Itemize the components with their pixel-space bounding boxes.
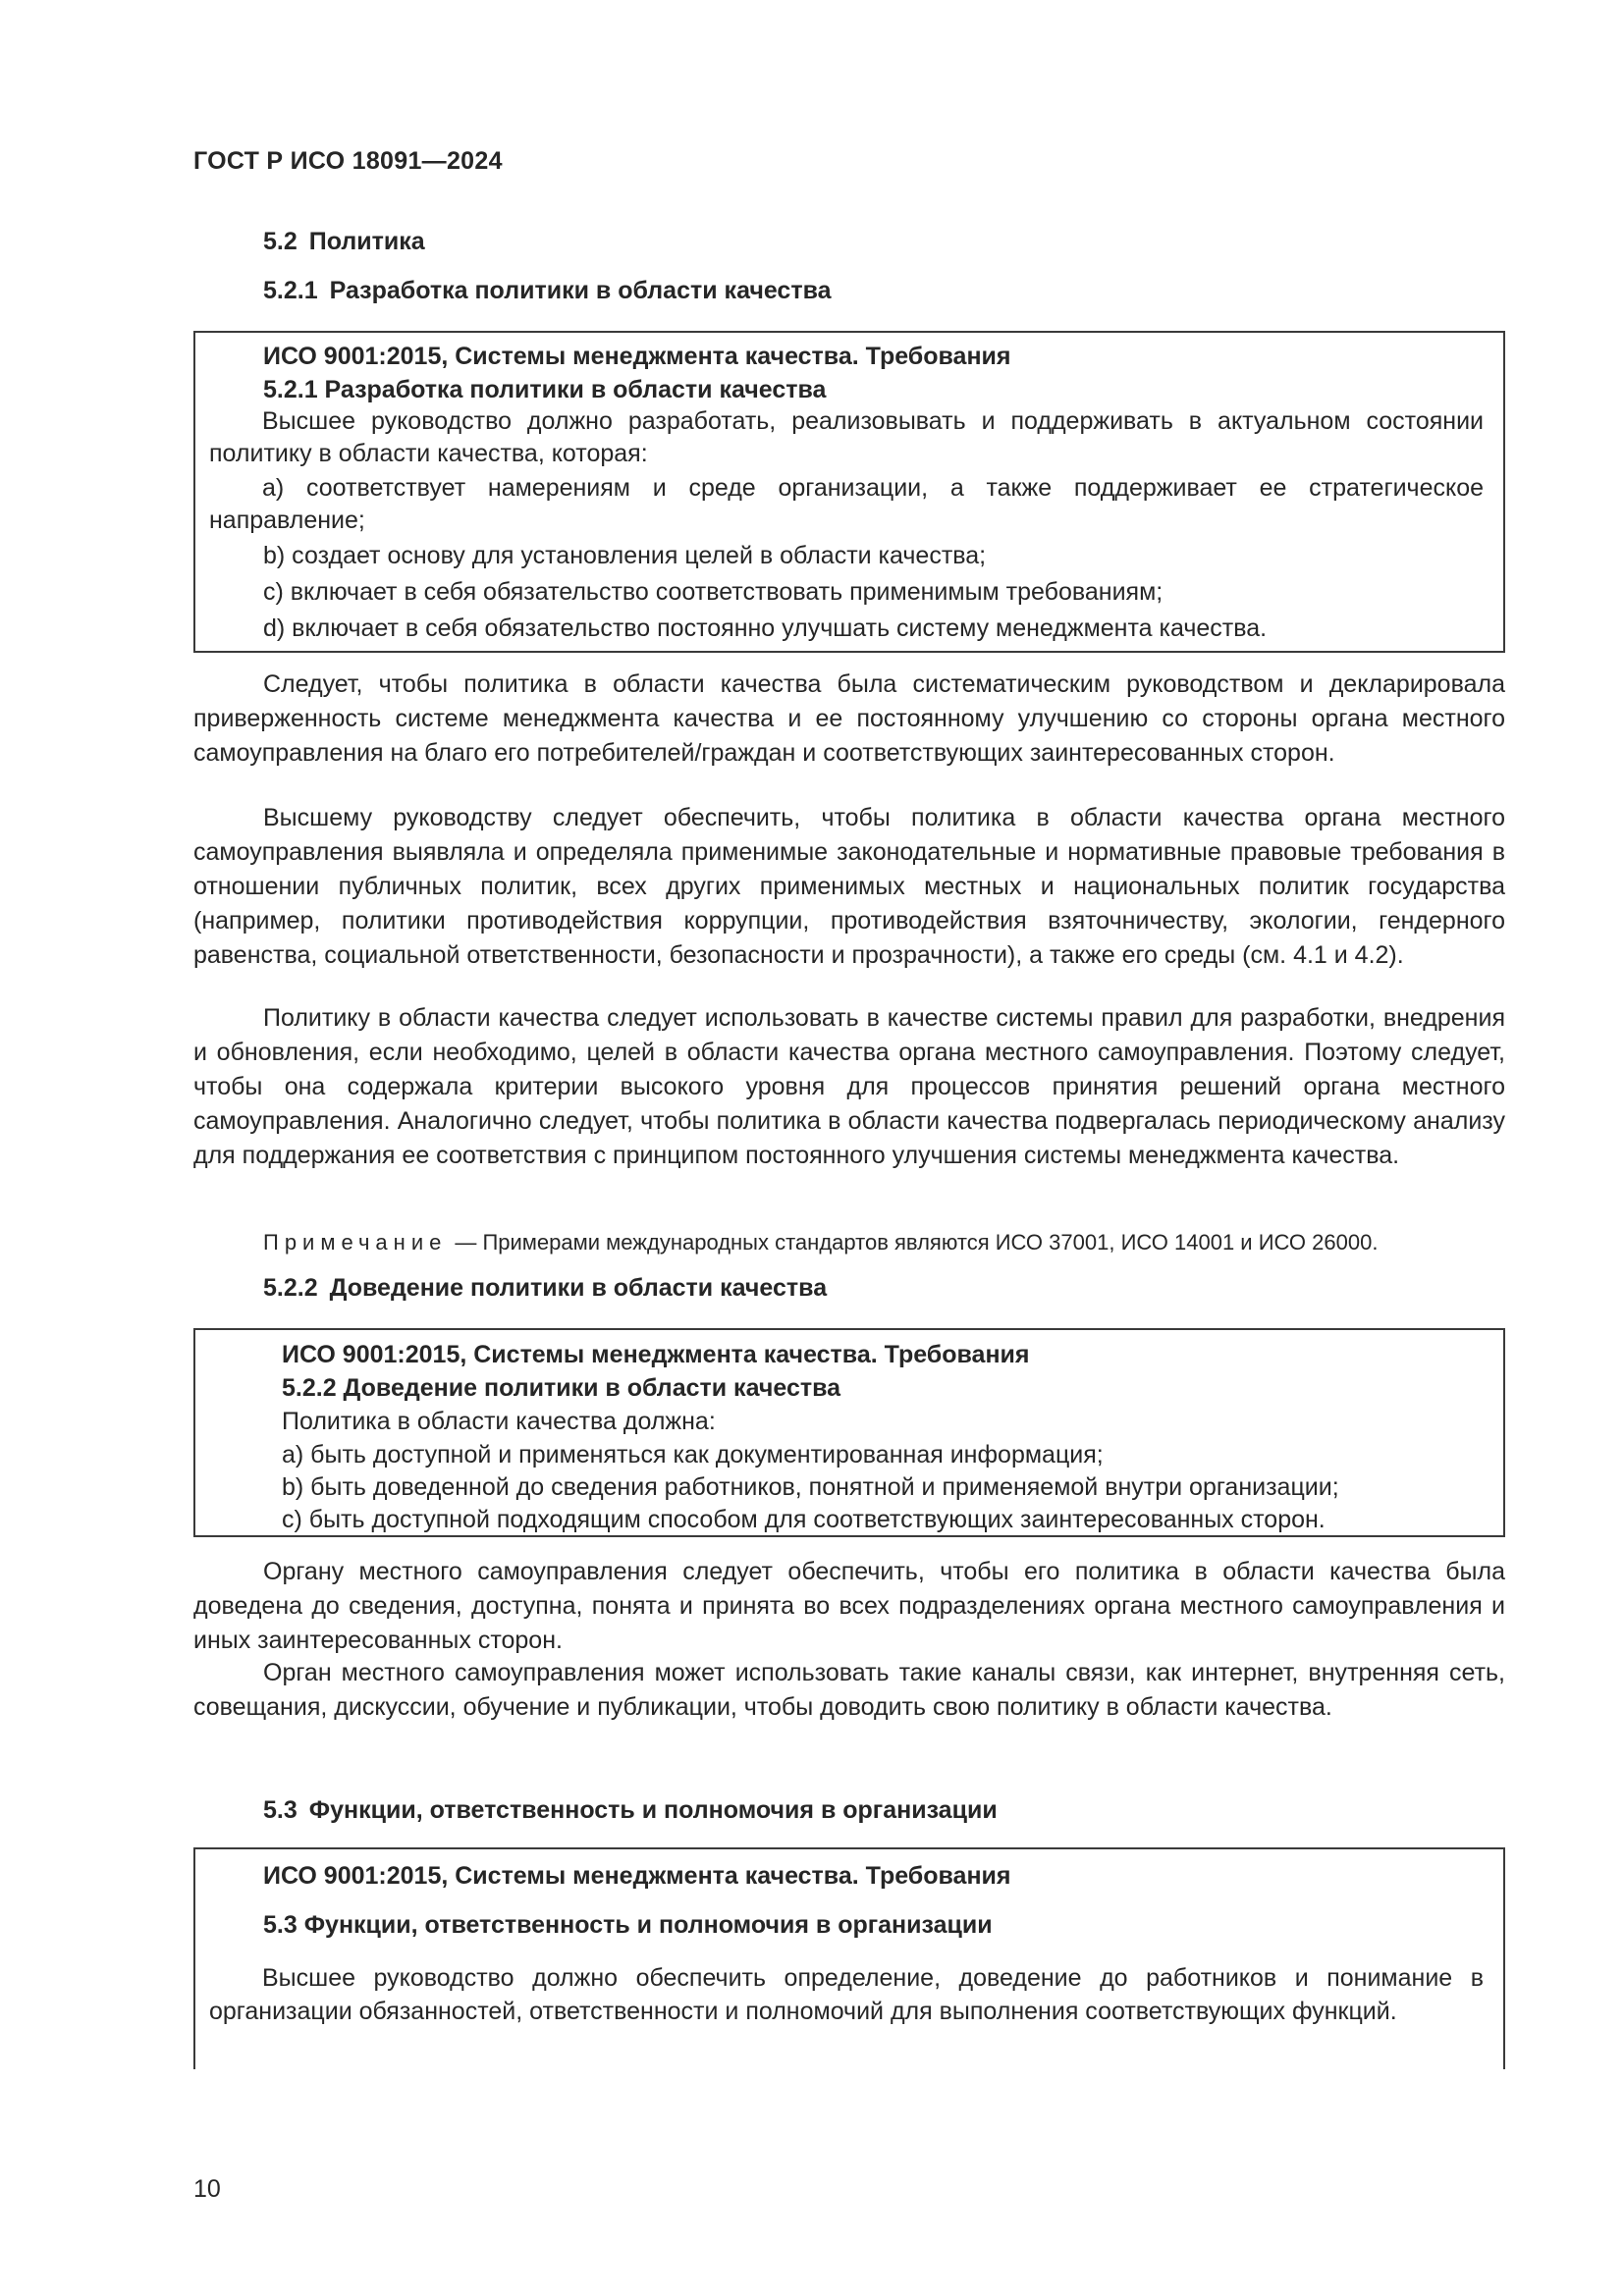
- iso-quote-box-5-3: [193, 1847, 1505, 2069]
- box-title: ИСО 9001:2015, Системы менеджмента качества. Требования: [263, 1862, 1011, 1890]
- section-heading-5-2-1: [263, 277, 832, 305]
- box-title: ИСО 9001:2015, Системы менеджмента качества. Требования: [263, 343, 1011, 370]
- section-title: Политика: [308, 228, 425, 255]
- page-number: 10: [193, 2175, 221, 2203]
- box-intro: Политика в области качества должна:: [282, 1408, 716, 1435]
- box-body: Высшее руководство должно обеспечить определение, доведение до работников и понимание в организации обязанностей, ответственности и полномочий для выполнения соответствующих функций.: [209, 1964, 1484, 2025]
- paragraph: Следует, чтобы политика в области качества была систематическим руководством и декларировала приверженность системе менеджмента качества и ее постоянному улучшению со стороны органа местного самоуправления на благо его потребителей/граждан и соответствующих заинтересованных сторон.: [193, 670, 1505, 767]
- section-title: Доведение политики в области качества: [329, 1274, 828, 1302]
- paragraph: Орган местного самоуправления может использовать такие каналы связи, как интернет, внутренняя сеть, совещания, дискуссии, обучение и публикации, чтобы доводить свою политику в области качества.: [193, 1659, 1505, 1721]
- list-item-b: b) быть доведенной до сведения работников, понятной и применяемой внутри организации;: [282, 1473, 1339, 1501]
- iso-quote-box-5-2-2: [193, 1328, 1505, 1537]
- box-subtitle: 5.3 Функции, ответственность и полномочия в организации: [263, 1911, 993, 1939]
- section-heading-5-2-2: [263, 1274, 827, 1303]
- note-text: — Примерами международных стандартов являются ИСО 37001, ИСО 14001 и ИСО 26000.: [455, 1230, 1379, 1255]
- list-item-c: c) быть доступной подходящим способом для соответствующих заинтересованных сторон.: [282, 1506, 1326, 1533]
- section-number: 5.2.1: [263, 277, 318, 304]
- list-item-a: a) соответствует намерениям и среде организации, а также поддерживает ее стратегическое направление;: [209, 474, 1484, 534]
- paragraph: Политику в области качества следует использовать в качестве системы правил для разработки, внедрения и обновления, если необходимо, целей в области качества органа местного самоуправления. Поэтому следует, чтобы она содержала критерии высокого уровня для процессов принятия решений органа местного самоуправления. Аналогично следует, чтобы политика в области качества подвергалась периодическому анализу для поддержания ее соответствия с принципом постоянного улучшения системы менеджмента качества.: [193, 1004, 1505, 1169]
- box-intro: Высшее руководство должно разработать, реализовывать и поддерживать в актуальном состоянии политику в области качества, которая:: [209, 407, 1484, 467]
- iso-quote-box-5-2-1: [193, 331, 1505, 653]
- document-header: ГОСТ Р ИСО 18091—2024: [193, 147, 503, 175]
- list-item-d: d) включает в себя обязательство постоянно улучшать систему менеджмента качества.: [263, 614, 1268, 642]
- list-item-a: a) быть доступной и применяться как документированная информация;: [282, 1441, 1104, 1468]
- section-heading-5-3: [263, 1796, 998, 1825]
- box-title: ИСО 9001:2015, Системы менеджмента качества. Требования: [282, 1341, 1030, 1368]
- section-number: 5.2: [263, 228, 298, 255]
- box-subtitle: 5.2.1 Разработка политики в области качества: [263, 376, 827, 403]
- paragraph: Органу местного самоуправления следует обеспечить, чтобы его политика в области качества была доведена до сведения, доступна, понята и принята во всех подразделениях органа местного самоуправления и иных заинтересованных сторон.: [193, 1558, 1505, 1654]
- list-item-c: c) включает в себя обязательство соответствовать применимым требованиям;: [263, 578, 1164, 606]
- section-number: 5.2.2: [263, 1274, 318, 1302]
- note-label: Примечание: [263, 1230, 448, 1255]
- section-title: Функции, ответственность и полномочия в организации: [308, 1796, 998, 1824]
- box-subtitle: 5.2.2 Доведение политики в области качества: [282, 1374, 841, 1402]
- section-heading-5-2: [263, 228, 425, 256]
- section-title: Разработка политики в области качества: [329, 277, 832, 304]
- section-number: 5.3: [263, 1796, 298, 1824]
- note: [263, 1230, 1505, 1255]
- paragraph: Высшему руководству следует обеспечить, чтобы политика в области качества органа местного самоуправления выявляла и определяла применимые законодательные и нормативные правовые требования в отношении публичных политик, всех других применимых местных и национальных политик государства (например, политики противодействия коррупции, противодействия взяточничеству, экологии, гендерного равенства, социальной ответственности, безопасности и прозрачности), а также его среды (см. 4.1 и 4.2).: [193, 804, 1505, 969]
- list-item-b: b) создает основу для установления целей в области качества;: [263, 542, 987, 569]
